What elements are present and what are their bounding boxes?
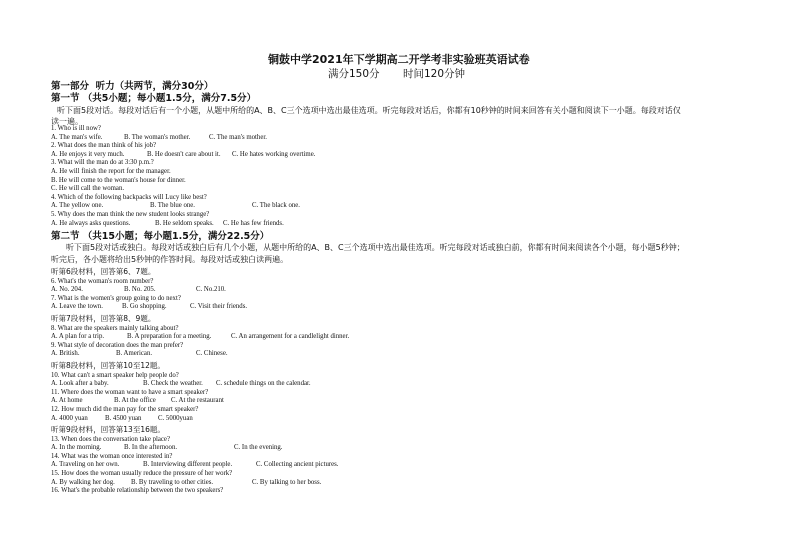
- question-option: A. In the morning.: [51, 444, 102, 452]
- question-option: A. He will finish the report for the manager.: [51, 168, 171, 175]
- question-option: C. He hates working overtime.: [232, 150, 316, 158]
- question-option: C. In the evening.: [234, 444, 283, 452]
- section2-instructions: 听下面5段对话或独白。每段对话或独白后有几个小题，从题中所给的A、B、C三个选项中选出最佳选项。听完每段对话或独白前，你都有时间来阅读各个小题，每小题5秒钟；: [66, 243, 685, 252]
- question-option: B. By traveling to other cities.: [131, 478, 214, 486]
- question-option: B. No. 205.: [124, 286, 156, 294]
- section2-instructions-cont: 听完后，各小题将给出5秒钟的作答时间。每段对话或独白读两遍。: [51, 255, 289, 264]
- question-option: C. Chinese.: [196, 350, 228, 358]
- question-option: B. American.: [116, 350, 153, 358]
- section1-heading: 第一节 （共5小题；每小题1.5分，满分7.5分）: [51, 93, 257, 104]
- question-stem: 12. How much did the man pay for the smart speaker?: [51, 405, 199, 413]
- question-option: B. A preparation for a meeting.: [127, 333, 212, 341]
- question-option: B. Check the weather.: [143, 380, 203, 388]
- question-option: B. 4500 yuan: [105, 414, 142, 422]
- question-option: C. By talking to her boss.: [252, 478, 322, 486]
- question-option: C. At the restaurant: [171, 397, 224, 405]
- question-option: A. He enjoys it very much.: [51, 150, 125, 158]
- question-option: C. The black one.: [252, 202, 301, 210]
- question-option: A. No. 204.: [51, 286, 83, 294]
- question-option: A. British.: [51, 350, 80, 358]
- question-stem: 15. How does the woman usually reduce the pressure of her work?: [51, 469, 233, 477]
- question-option: C. Collecting ancient pictures.: [256, 461, 339, 469]
- question-option: B. At the office: [114, 397, 156, 405]
- listening-group-label: 听第8段材料，回答第10至12题。: [51, 361, 165, 370]
- question-option: B. The blue one.: [150, 202, 195, 210]
- question-option: A. Leave the town.: [51, 303, 103, 311]
- time-limit: 时间120分钟: [403, 68, 466, 80]
- question-option: B. In the afternoon.: [124, 444, 178, 452]
- section1-instructions-cont: 读一遍。: [51, 117, 83, 126]
- question-option: C. He will call the woman.: [51, 185, 125, 193]
- question-stem: 4. Which of the following backpacks will Lucy like best?: [51, 193, 207, 201]
- question-stem: 14. What was the woman once interested in?: [51, 452, 173, 460]
- question-option: B. Go shopping.: [122, 303, 167, 311]
- listening-group-label: 听第9段材料，回答第13至16题。: [51, 425, 165, 434]
- question-option: C. He has few friends.: [223, 219, 284, 227]
- question-stem: 13. When does the conversation take place?: [51, 435, 170, 443]
- question-option: B. Interviewing different people.: [143, 461, 233, 469]
- question-option: A. A plan for a trip.: [51, 333, 105, 341]
- listening-group-label: 听第6段材料，回答第6、7题。: [51, 267, 156, 276]
- question-option: A. 4000 yuan: [51, 414, 88, 422]
- question-option: C. The man's mother.: [209, 133, 267, 141]
- section2-heading: 第二节 （共15小题；每小题1.5分，满分22.5分）: [51, 231, 270, 242]
- question-stem: 7. What is the women's group going to do next?: [51, 294, 181, 302]
- question-option: B. He seldom speaks.: [155, 219, 214, 227]
- question-stem: 6. What's the woman's room number?: [51, 277, 154, 285]
- question-option: A. The man's wife.: [51, 133, 103, 141]
- question-option: B. He will come to the woman's house for dinner.: [51, 176, 186, 184]
- question-option: B. The woman's mother.: [124, 133, 191, 141]
- question-option: C. 5000yuan: [158, 414, 193, 422]
- question-stem: 8. What are the speakers mainly talking about?: [51, 324, 179, 332]
- question-stem: 11. Where does the woman want to have a smart speaker?: [51, 388, 209, 396]
- part1-heading: 第一部分 听力（共两节，满分30分）: [51, 81, 214, 92]
- question-option: A. He always asks questions.: [51, 219, 131, 227]
- question-stem: 3. What will the man do at 3:30 p.m.?: [51, 159, 154, 167]
- question-option: C. schedule things on the calendar.: [216, 380, 311, 388]
- question-stem: 9. What style of decoration does the man prefer?: [51, 341, 184, 349]
- question-option: A. By walking her dog.: [51, 478, 115, 486]
- question-option: A. Traveling on her own.: [51, 461, 120, 469]
- question-stem: 2. What does the man think of his job?: [51, 142, 157, 150]
- question-option: A. At home: [51, 397, 83, 405]
- question-option: A. Look after a baby.: [51, 380, 109, 388]
- question-stem: 5. Why does the man think the new student looks strange?: [51, 211, 210, 218]
- question-option: A. The yellow one.: [51, 202, 104, 210]
- question-stem: 10. What can't a smart speaker help people do?: [51, 371, 179, 379]
- question-option: C. No.210.: [196, 286, 226, 294]
- listening-group-label: 听第7段材料，回答第8、9题。: [51, 314, 156, 323]
- question-option: C. An arrangement for a candlelight dinner.: [231, 333, 350, 341]
- question-stem: 1. Who is ill now?: [51, 125, 101, 132]
- exam-title: 铜鼓中学2021年下学期高二开学考非实验班英语试卷: [268, 53, 530, 66]
- question-stem: 16. What's the probable relationship between the two speakers?: [51, 487, 224, 495]
- section1-instructions: 听下面5段对话。每段对话后有一个小题，从题中所给的A、B、C三个选项中选出最佳选项。听完每段对话后，你都有10秒钟的时间来回答有关小题和阅读下一小题。每段对话仅: [57, 106, 681, 115]
- full-score: 满分150分: [328, 68, 380, 80]
- question-option: B. He doesn't care about it.: [147, 150, 221, 158]
- question-option: C. Visit their friends.: [190, 303, 248, 311]
